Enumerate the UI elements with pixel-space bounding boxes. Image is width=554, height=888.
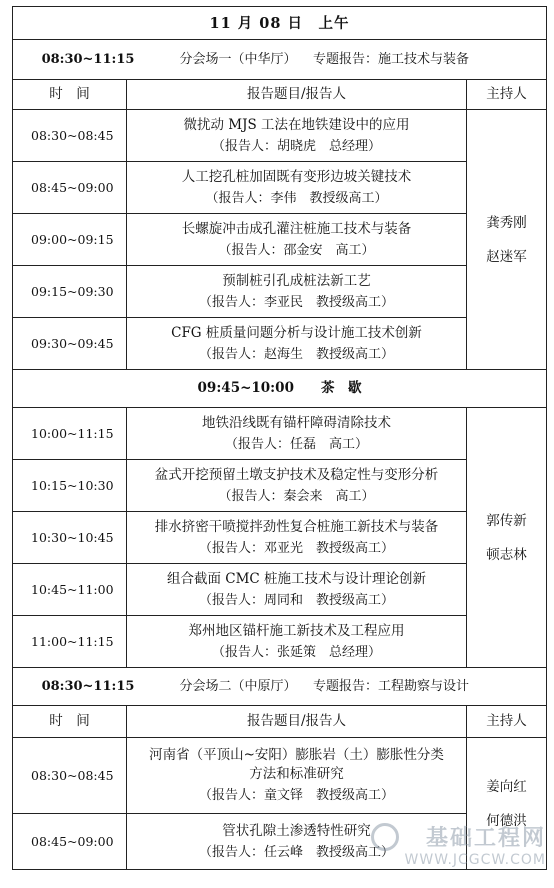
talk-reporter: （报告人：胡晓虎 总经理） <box>211 138 381 154</box>
talk-reporter: （报告人：邵金安 高工） <box>218 242 375 258</box>
day-header: 11 月 08 日 上午 <box>13 7 547 40</box>
talk-reporter: （报告人：童文铎 教授级高工） <box>198 788 394 803</box>
talk-title: 预制桩引孔成桩法新工艺 <box>222 272 371 289</box>
block2-hosts <box>467 408 547 668</box>
talk-cell <box>127 408 467 460</box>
host-name: 顿志林 <box>486 546 527 563</box>
talk-cell <box>127 318 467 370</box>
tea-break-time: 09:45~10:00 <box>197 380 294 396</box>
talk-reporter: （报告人：任云峰 教授级高工） <box>198 844 394 860</box>
tea-break-label: 茶 歇 <box>320 380 362 396</box>
talk-title: 河南省（平顶山~安阳）膨胀岩（土）膨胀性分类 <box>149 747 444 763</box>
column-header-title: 报告题目/报告人 <box>127 80 467 110</box>
column-header-host: 主持人 <box>467 706 547 738</box>
column-header-time: 时 间 <box>13 80 127 110</box>
talk-time: 08:45~09:00 <box>13 162 127 214</box>
table-row <box>13 110 547 162</box>
talk-reporter: （报告人：秦会来 高工） <box>218 488 375 504</box>
session2-name: 分会场二（中原厅） <box>179 679 297 694</box>
column-header-title: 报告题目/报告人 <box>127 706 467 738</box>
talk-cell <box>127 738 467 814</box>
table-row <box>13 266 547 318</box>
session1-name: 分会场一（中华厅） <box>179 52 297 67</box>
talk-cell <box>127 564 467 616</box>
talk-title: 微扰动 MJS 工法在地铁建设中的应用 <box>183 116 410 133</box>
table-row <box>13 408 547 460</box>
talk-cell <box>127 616 467 668</box>
table-row <box>13 564 547 616</box>
talk-time: 11:00~11:15 <box>13 616 127 668</box>
talk-time: 09:30~09:45 <box>13 318 127 370</box>
talk-time: 10:30~10:45 <box>13 512 127 564</box>
talk-time: 08:45~09:00 <box>13 814 127 870</box>
talk-title: 长螺旋冲击成孔灌注桩施工技术与装备 <box>181 220 412 237</box>
table-row <box>13 512 547 564</box>
talk-reporter: （报告人：张延策 总经理） <box>211 644 381 660</box>
talk-title: CFG 桩质量问题分析与设计施工技术创新 <box>171 324 422 341</box>
host-name: 姜向红 <box>486 778 527 795</box>
table-row <box>13 814 547 870</box>
talk-title: 组合截面 CMC 桩施工技术与设计理论创新 <box>166 570 427 587</box>
session1-topic: 专题报告：施工技术与装备 <box>313 52 470 67</box>
session1-time: 08:30~11:15 <box>41 52 135 67</box>
host-name: 赵迷军 <box>486 248 527 265</box>
schedule-table <box>12 6 547 870</box>
table-row <box>13 162 547 214</box>
talk-title: 管状孔隙土渗透特性研究 <box>222 822 371 839</box>
host-name: 龚秀刚 <box>486 214 527 231</box>
column-header-time: 时 间 <box>13 706 127 738</box>
talk-cell <box>127 162 467 214</box>
table-row <box>13 460 547 512</box>
talk-cell <box>127 512 467 564</box>
table-row <box>13 616 547 668</box>
session2-time: 08:30~11:15 <box>41 679 135 694</box>
talk-cell <box>127 110 467 162</box>
talk-time: 09:15~09:30 <box>13 266 127 318</box>
talk-cell <box>127 460 467 512</box>
talk-reporter: （报告人：邓亚光 教授级高工） <box>198 540 394 556</box>
talk-reporter: （报告人：李亚民 教授级高工） <box>198 294 394 310</box>
talk-time: 10:15~10:30 <box>13 460 127 512</box>
talk-time: 10:45~11:00 <box>13 564 127 616</box>
session1-bar <box>13 40 547 80</box>
table-row <box>13 738 547 814</box>
session2-topic: 专题报告：工程勘察与设计 <box>313 679 470 694</box>
block3-hosts <box>467 738 547 870</box>
talk-reporter: （报告人：赵海生 教授级高工） <box>198 346 394 362</box>
table-row <box>13 214 547 266</box>
column-header-host: 主持人 <box>467 80 547 110</box>
table-row <box>13 318 547 370</box>
watermark-line1: 基础工程网 <box>425 826 546 851</box>
watermark-line2: WWW.JCGCW.COM <box>404 852 546 868</box>
talk-cell <box>127 814 467 870</box>
talk-time: 08:30~08:45 <box>13 738 127 814</box>
block1-hosts <box>467 110 547 370</box>
talk-title: 盆式开挖预留土墩支护技术及稳定性与变形分析 <box>154 466 439 483</box>
host-name: 何德洪 <box>486 812 527 829</box>
talk-title: 地铁沿线既有锚杆障碍清除技术 <box>202 414 391 431</box>
talk-reporter: （报告人：周同和 教授级高工） <box>198 592 394 608</box>
talk-time: 10:00~11:15 <box>13 408 127 460</box>
host-name: 郭传新 <box>486 512 527 529</box>
talk-time: 08:30~08:45 <box>13 110 127 162</box>
talk-title: 排水挤密干喷搅拌劲性复合桩施工新技术与装备 <box>154 518 439 535</box>
talk-title-line2: 方法和标准研究 <box>249 766 344 782</box>
talk-reporter: （报告人：李伟 教授级高工） <box>205 190 388 206</box>
talk-reporter: （报告人：任磊 高工） <box>224 436 368 452</box>
talk-title: 郑州地区锚杆施工新技术及工程应用 <box>188 622 405 639</box>
tea-break-row <box>13 370 547 408</box>
talk-title: 人工挖孔桩加固既有变形边坡关键技术 <box>181 168 412 185</box>
talk-cell <box>127 214 467 266</box>
talk-time: 09:00~09:15 <box>13 214 127 266</box>
talk-cell <box>127 266 467 318</box>
session2-bar <box>13 668 547 706</box>
